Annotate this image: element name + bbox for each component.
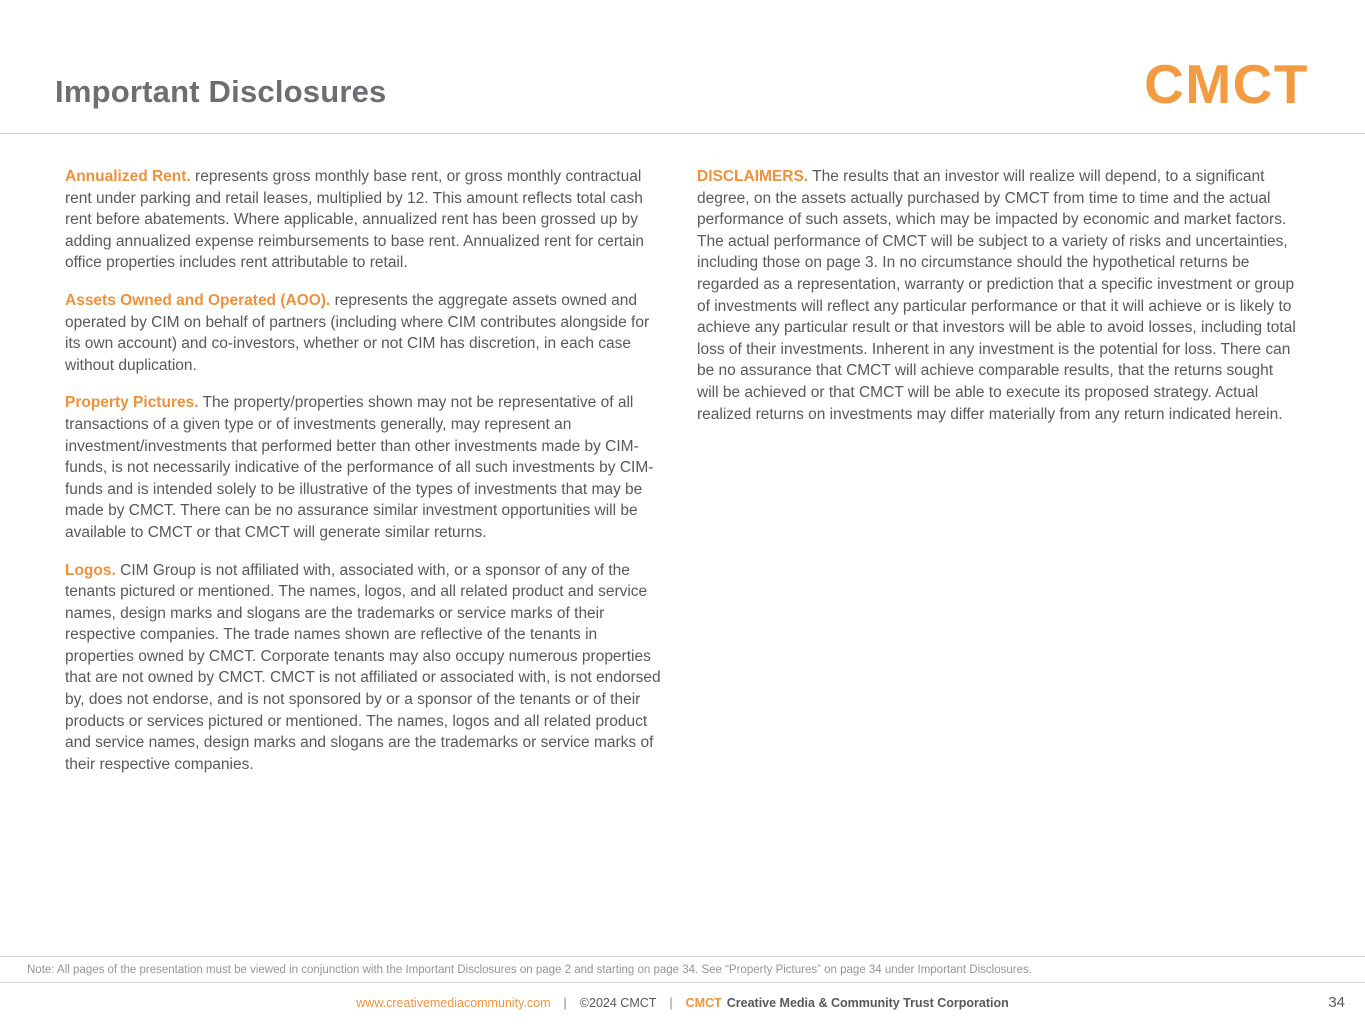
page-title: Important Disclosures: [55, 74, 387, 109]
left-column: [65, 166, 666, 791]
copyright-text: ©2024 CMCT: [579, 996, 657, 1010]
paragraph-logos: [65, 560, 666, 776]
note-text: Note: All pages of the presentation must be viewed in conjunction with the Important Disclosures on page 2 and starting on page 34. See “Property Pictures” on page 34 under Important Disclosures.: [27, 963, 1032, 976]
paragraph-lead: Property Pictures.: [65, 394, 199, 412]
brand-line: [686, 996, 1009, 1010]
paragraph-lead: DISCLAIMERS.: [697, 168, 809, 185]
brand-cmct: CMCT: [685, 996, 722, 1010]
note-bar: [0, 956, 1365, 983]
paragraph-body: represents the aggregate assets owned and operated by CIM on behalf of partners (including where CIM contributes alongside for its own account) and co-investors, whether or not CIM has discretion, in each case without duplication.: [65, 291, 650, 374]
paragraph-lead: Annualized Rent.: [65, 168, 191, 185]
disclosures-content: [65, 166, 1298, 791]
brand-corporation-name: Creative Media & Community Trust Corporation: [726, 996, 1009, 1010]
paragraph-property-pictures: [65, 392, 666, 543]
page-number: 34: [1328, 994, 1345, 1011]
slide-footer: [0, 983, 1365, 1024]
paragraph-lead: Assets Owned and Operated (AOO).: [65, 291, 331, 309]
right-column: [697, 166, 1298, 791]
footer-separator: |: [669, 996, 673, 1010]
cmct-logo: CMCT: [1144, 53, 1309, 115]
paragraph-body: represents gross monthly base rent, or gross monthly contractual rent under parking and retail leases, multiplied by 12. This amount reflects total cash rent before abatements. Where applicable, annualized rent has been grossed up by adding annualized expense reimbursements to base rent. Annualized rent for certain office properties includes rent attributable to retail.: [65, 168, 645, 272]
footer-separator: |: [563, 996, 567, 1010]
paragraph-lead: Logos.: [65, 561, 116, 579]
paragraph-disclaimers: [697, 166, 1298, 425]
paragraph-annualized-rent: [65, 166, 666, 274]
website-link[interactable]: www.creativemediacommunity.com: [356, 996, 551, 1010]
slide-header: [0, 0, 1365, 134]
paragraph-assets-owned-operated: [65, 290, 666, 376]
paragraph-body: The property/properties shown may not be representative of all transactions of a given type or of investments generally, may represent an investment/investments that performed better than other investments made by CIM-funds, is not necessarily indicative of the performance of all such investments by CIM-funds and is intended solely to be illustrative of the types of investments that may be made by CMCT. There can be no assurance similar investment opportunities will be available to CMCT or that CMCT will generate similar returns.: [65, 394, 654, 541]
paragraph-body: The results that an investor will realize will depend, to a significant degree, on the assets actually purchased by CMCT from time to time and the actual performance of such assets, which may be impacted by economic and market factors. The actual performance of CMCT will be subject to a variety of risks and uncertainties, including those on page 3. In no circumstance should the hypothetical returns be regarded as a representation, warranty or prediction that a specific investment or group of investments will reflect any particular performance or that it will achieve or is likely to achieve any particular result or that investors will be able to avoid losses, including total loss of their investments. Inherent in any investment is the potential for loss. There can be no assurance that CMCT will achieve comparable results, that the returns sought will be achieved or that CMCT will be able to execute its proposed strategy. Actual realized returns on investments may differ materially from any return indicated herein.: [697, 168, 1296, 423]
paragraph-body: CIM Group is not affiliated with, associated with, or a sponsor of any of the tenants pictured or mentioned. The names, logos, and all related product and service names, design marks and slogans are the trademarks or service marks of their respective companies. The trade names shown are reflective of the tenants in properties owned by CMCT. Corporate tenants may also occupy numerous properties that are not owned by CMCT. CMCT is not affiliated or associated with, is not endorsed by, does not endorse, and is not sponsored by or a sponsor of the tenants or of their products or services pictured or mentioned. The names, logos and all related product and service names, design marks and slogans are the trademarks or service marks of their respective companies.: [65, 561, 661, 773]
